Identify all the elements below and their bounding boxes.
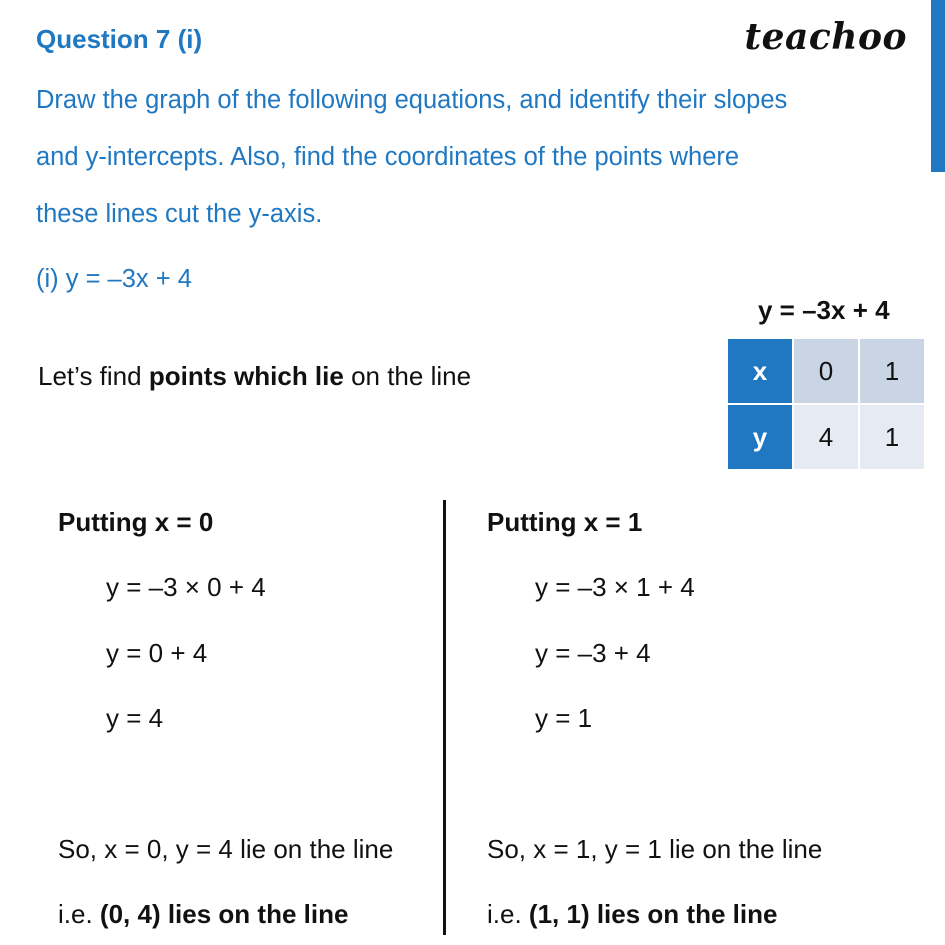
table-header-y: y	[727, 404, 793, 470]
question-title: Question 7 (i)	[36, 24, 203, 54]
table-cell-y0: 4	[793, 404, 859, 470]
table-cell-x1: 1	[859, 338, 925, 404]
table-cell-x0: 0	[793, 338, 859, 404]
left-step-2: y = 0 + 4	[106, 638, 208, 668]
intro-post: on the line	[343, 361, 472, 391]
right-step-2: y = –3 + 4	[535, 638, 651, 668]
intro-text	[38, 361, 471, 392]
brand-logo: teachoo	[744, 16, 907, 58]
table-title: y = –3x + 4	[758, 295, 890, 325]
left-heading: Putting x = 0	[58, 507, 214, 537]
right-ie	[487, 899, 777, 930]
right-step-3: y = 1	[535, 703, 593, 733]
intro-pre: Let’s find	[38, 361, 149, 391]
left-ie	[58, 899, 348, 930]
left-ie-pre: i.e.	[58, 899, 100, 929]
column-divider	[443, 500, 446, 935]
right-ie-bold: (1, 1) lies on the line	[528, 899, 778, 929]
prompt-part: (i) y = –3x + 4	[36, 265, 192, 293]
right-ie-pre: i.e.	[487, 899, 529, 929]
table-row-y	[727, 404, 925, 470]
left-conclusion: So, x = 0, y = 4 lie on the line	[58, 834, 394, 864]
table-header-x: x	[727, 338, 793, 404]
right-heading: Putting x = 1	[487, 507, 643, 537]
intro-bold: points which lie	[148, 361, 344, 391]
table-cell-y1: 1	[859, 404, 925, 470]
right-conclusion: So, x = 1, y = 1 lie on the line	[487, 834, 823, 864]
prompt-line-1: Draw the graph of the following equations, and identify their slopes	[36, 86, 788, 114]
left-step-3: y = 4	[106, 703, 164, 733]
prompt-line-2: and y-intercepts. Also, find the coordinates of the points where	[36, 143, 740, 171]
table-row-x	[727, 338, 925, 404]
left-ie-bold: (0, 4) lies on the line	[99, 899, 349, 929]
prompt-line-3: these lines cut the y-axis.	[36, 200, 323, 228]
xy-table	[726, 337, 926, 471]
scrollbar-thumb[interactable]	[931, 0, 945, 172]
right-step-1: y = –3 × 1 + 4	[535, 572, 695, 602]
left-step-1: y = –3 × 0 + 4	[106, 572, 266, 602]
